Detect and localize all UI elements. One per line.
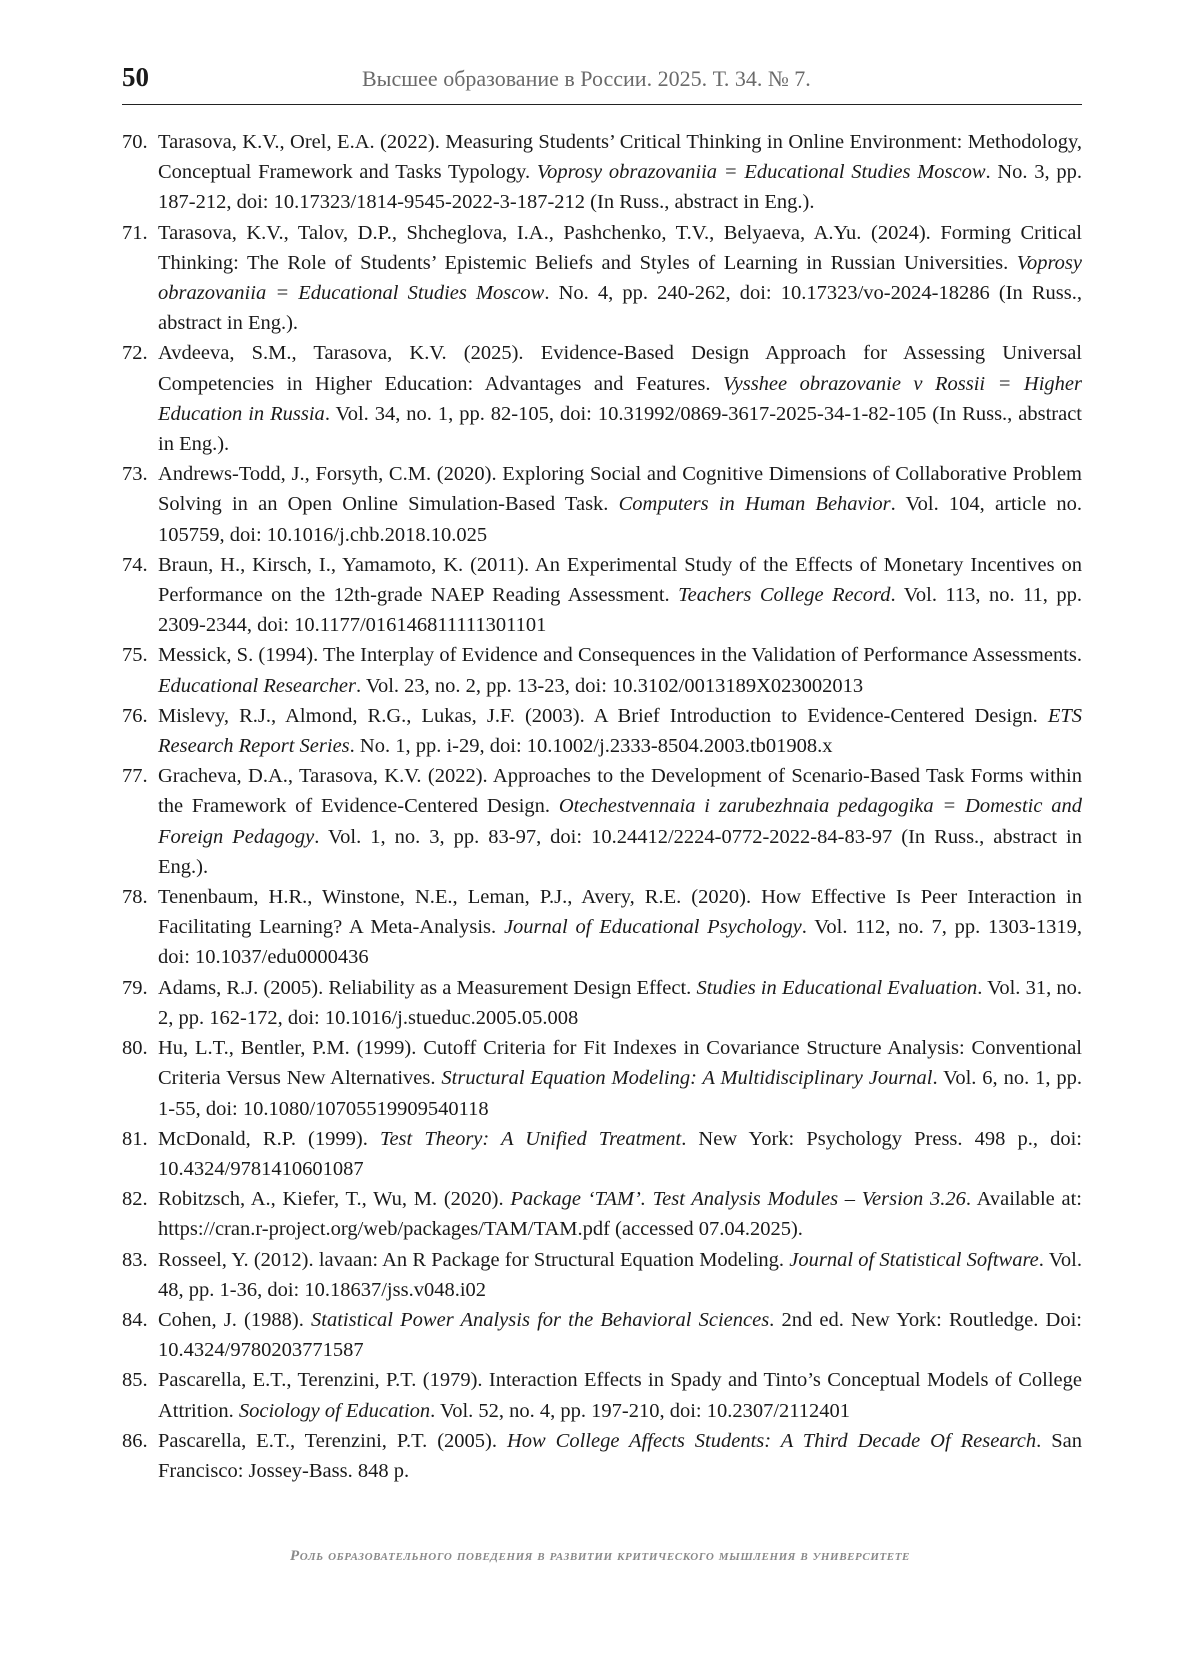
- reference-segment: Avdeeva, S.M., Tarasova, K.V. (2025). Evidence-Based Design Approach for Assessing Universal Competencies in Higher Education: Advantages and Features.: [158, 342, 1082, 395]
- reference-text: [158, 644, 1082, 696]
- reference-segment: . Vol. 113, no. 11, pp. 2309-2344, doi: 10.1177/016146811111301101: [158, 584, 1082, 637]
- reference-segment: Tenenbaum, H.R., Winstone, N.E., Leman, P.J., Avery, R.E. (2020). How Effective Is Peer Interaction in Facilitating Learning? A Meta-Analysis.: [158, 886, 1082, 939]
- reference-item: [122, 973, 1082, 1033]
- reference-source-title: Vysshee obrazovanie v Rossii = Higher Education in Russia: [158, 372, 1082, 425]
- reference-source-title: Package ‘TAM’. Test Analysis Modules – Version 3.26: [510, 1188, 966, 1211]
- reference-item: [122, 1124, 1082, 1184]
- reference-item: [122, 218, 1082, 339]
- reference-number: 82.: [122, 1188, 148, 1211]
- reference-source-title: Sociology of Education: [238, 1399, 431, 1422]
- reference-source-title: Otechestvennaia i zarubezhnaia pedagogika = Domestic and Foreign Pedagogy: [158, 795, 1082, 848]
- reference-segment: Hu, L.T., Bentler, P.M. (1999). Cutoff Criteria for Fit Indexes in Covariance Structure Analysis: Conventional Criteria Versus New Alternatives.: [158, 1037, 1082, 1090]
- reference-segment: . Vol. 34, no. 1, pp. 82-105, doi: 10.31992/0869-3617-2025-34-1-82-105 (In Russ., abstract in Eng.).: [158, 402, 1082, 456]
- reference-item: [122, 338, 1082, 459]
- reference-item: [122, 1245, 1082, 1305]
- reference-text: [158, 1309, 1082, 1361]
- reference-source-title: How College Affects Students: A Third Decade Of Research: [506, 1429, 1037, 1452]
- reference-number: 78.: [122, 886, 148, 909]
- running-footer: Роль образовательного поведения в развитии критического мышления в университете: [290, 1548, 910, 1564]
- reference-segment: Braun, H., Kirsch, I., Yamamoto, K. (2011). An Experimental Study of the Effects of Monetary Incentives on Performance on the 12th-grade NAEP Reading Assessment.: [158, 553, 1082, 607]
- page-number: 50: [122, 62, 149, 92]
- reference-number: 79.: [122, 976, 148, 999]
- reference-segment: Tarasova, K.V., Talov, D.P., Shcheglova, I.A., Pashchenko, T.V., Belyaeva, A.Yu. (2024). Forming Critical Thinking: The Role of Students’ Epistemic Beliefs and Styles of Learning in Russian Universities.: [158, 221, 1082, 274]
- reference-text: [158, 463, 1082, 545]
- reference-segment: . Vol. 48, pp. 1-36, doi: 10.18637/jss.v048.i02: [158, 1248, 1082, 1301]
- reference-text: [158, 1128, 1082, 1180]
- reference-number: 85.: [122, 1369, 148, 1392]
- reference-segment: Pascarella, E.T., Terenzini, P.T. (2005).: [158, 1429, 507, 1452]
- reference-source-title: Educational Researcher: [158, 674, 356, 697]
- reference-source-title: Studies in Educational Evaluation: [696, 976, 978, 999]
- reference-item: [122, 1305, 1082, 1365]
- reference-item: [122, 761, 1082, 882]
- reference-number: 71.: [122, 221, 148, 244]
- reference-source-title: Statistical Power Analysis for the Behavioral Sciences: [311, 1308, 770, 1331]
- reference-text: [158, 1188, 1082, 1240]
- reference-text: [158, 1037, 1082, 1119]
- reference-number: 73.: [122, 463, 148, 486]
- reference-source-title: Computers in Human Behavior: [618, 493, 891, 516]
- reference-segment: Tarasova, K.V., Orel, E.A. (2022). Measuring Students’ Critical Thinking in Online Environment: Methodology, Conceptual Framework and Tasks Typology.: [158, 131, 1082, 184]
- reference-segment: . Vol. 1, no. 3, pp. 83-97, doi: 10.24412/2224-0772-2022-84-83-97 (In Russ., abstract in Eng.).: [158, 825, 1082, 878]
- reference-text: [158, 765, 1082, 878]
- reference-segment: McDonald, R.P. (1999).: [158, 1127, 380, 1150]
- reference-number: 72.: [122, 342, 148, 365]
- reference-number: 81.: [122, 1127, 148, 1150]
- reference-number: 70.: [122, 131, 148, 153]
- reference-item: [122, 1184, 1082, 1244]
- reference-text: [158, 1369, 1082, 1421]
- reference-text: [158, 1249, 1082, 1301]
- journal-title: Высшее образование в России. 2025. Т. 34. № 7.: [362, 66, 811, 91]
- reference-segment: . No. 3, pp. 187-212, doi: 10.17323/1814-9545-2022-3-187-212 (In Russ., abstract in Eng.).: [158, 161, 1083, 214]
- reference-item: [122, 701, 1082, 761]
- reference-text: [158, 1430, 1082, 1482]
- reference-segment: . New York: Psychology Press. 498 p., doi: 10.4324/9781410601087: [158, 1127, 1082, 1180]
- reference-segment: . No. 1, pp. i-29, doi: 10.1002/j.2333-8504.2003.tb01908.x: [349, 735, 833, 758]
- reference-segment: . No. 4, pp. 240-262, doi: 10.17323/vo-2024-18286 (In Russ., abstract in Eng.).: [158, 282, 1083, 335]
- reference-item: [122, 640, 1082, 700]
- reference-source-title: Journal of Educational Psychology: [503, 916, 802, 939]
- reference-text: [158, 222, 1082, 335]
- reference-segment: Cohen, J. (1988).: [158, 1308, 311, 1331]
- reference-segment: Andrews-Todd, J., Forsyth, C.M. (2020). Exploring Social and Cognitive Dimensions of Collaborative Problem Solving in an Open Online Simulation-Based Task.: [158, 463, 1082, 516]
- reference-item: [122, 882, 1082, 973]
- reference-item: [122, 1033, 1082, 1124]
- reference-segment: . 2nd ed. New York: Routledge. Doi: 10.4324/9780203771587: [158, 1308, 1083, 1362]
- reference-source-title: ETS Research Report Series: [158, 704, 1082, 758]
- reference-text: [158, 554, 1082, 636]
- reference-segment: Adams, R.J. (2005). Reliability as a Measurement Design Effect.: [158, 976, 697, 999]
- reference-text: [158, 977, 1082, 1029]
- reference-source-title: Teachers College Record: [678, 584, 891, 607]
- reference-segment: Messick, S. (1994). The Interplay of Evidence and Consequences in the Validation of Performance Assessments.: [158, 644, 1082, 667]
- reference-text: [158, 705, 1082, 757]
- reference-segment: Pascarella, E.T., Terenzini, P.T. (1979). Interaction Effects in Spady and Tinto’s Conceptual Models of College Attrition.: [158, 1369, 1082, 1422]
- reference-number: 75.: [122, 644, 148, 667]
- reference-text: [158, 886, 1082, 968]
- reference-segment: Robitzsch, A., Kiefer, T., Wu, M. (2020).: [158, 1188, 511, 1211]
- reference-text: [158, 342, 1082, 455]
- reference-number: 84.: [122, 1308, 148, 1331]
- reference-item: [122, 550, 1082, 641]
- reference-segment: . Vol. 52, no. 4, pp. 197-210, doi: 10.2307/2112401: [430, 1399, 851, 1422]
- reference-segment: . Vol. 104, article no. 105759, doi: 10.1016/j.chb.2018.10.025: [158, 493, 1082, 546]
- reference-segment: . San Francisco: Jossey-Bass. 848 p.: [158, 1429, 1082, 1482]
- reference-source-title: Journal of Statistical Software: [789, 1248, 1039, 1271]
- reference-item: [122, 127, 1082, 218]
- reference-source-title: Test Theory: A Unified Treatment: [379, 1127, 682, 1150]
- reference-segment: Rosseel, Y. (2012). lavaan: An R Package for Structural Equation Modeling.: [158, 1248, 790, 1271]
- reference-segment: . Available at: https://cran.r-project.org/web/packages/TAM/TAM.pdf (accessed 07.04.2025).: [158, 1188, 1082, 1241]
- reference-number: 80.: [122, 1037, 148, 1060]
- reference-list: [122, 127, 1082, 1486]
- reference-segment: . Vol. 112, no. 7, pp. 1303-1319, doi: 10.1037/edu0000436: [158, 916, 1083, 969]
- reference-segment: Mislevy, R.J., Almond, R.G., Lukas, J.F. (2003). A Brief Introduction to Evidence-Centered Design.: [158, 704, 1048, 727]
- reference-number: 77.: [122, 765, 148, 788]
- reference-text: [158, 131, 1082, 213]
- reference-segment: . Vol. 23, no. 2, pp. 13-23, doi: 10.3102/0013189X023002013: [355, 674, 864, 697]
- reference-source-title: Structural Equation Modeling: A Multidisciplinary Journal: [441, 1067, 933, 1090]
- reference-number: 76.: [122, 704, 148, 727]
- reference-segment: . Vol. 31, no. 2, pp. 162-172, doi: 10.1016/j.stueduc.2005.05.008: [158, 976, 1082, 1029]
- reference-number: 83.: [122, 1248, 148, 1271]
- reference-item: [122, 1365, 1082, 1425]
- reference-item: [122, 1426, 1082, 1486]
- reference-item: [122, 459, 1082, 550]
- reference-segment: Gracheva, D.A., Tarasova, K.V. (2022). Approaches to the Development of Scenario-Based Task Forms within the Framework of Evidence-Centered Design.: [158, 765, 1082, 818]
- reference-source-title: Voprosy obrazovaniia = Educational Studies Moscow: [536, 161, 986, 184]
- reference-segment: . Vol. 6, no. 1, pp. 1-55, doi: 10.1080/10705519909540118: [158, 1067, 1083, 1120]
- reference-number: 86.: [122, 1429, 148, 1452]
- reference-source-title: Voprosy obrazovaniia = Educational Studies Moscow: [158, 251, 1082, 305]
- page-header: [122, 60, 1082, 105]
- reference-number: 74.: [122, 553, 148, 576]
